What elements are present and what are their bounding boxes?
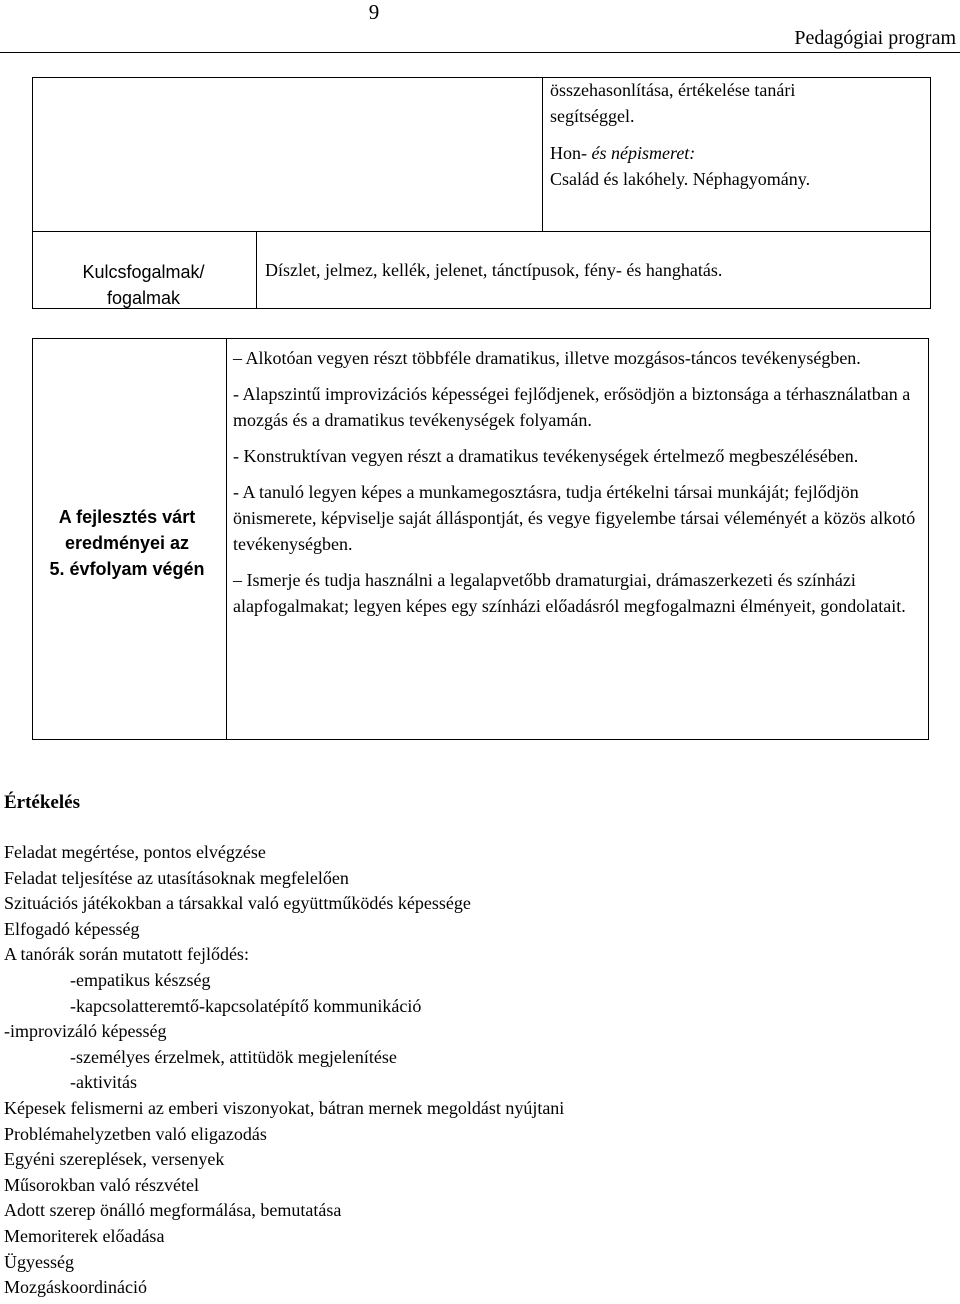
- page-number: 9: [368, 0, 380, 24]
- key-concepts-label-line: fogalmak: [106, 288, 181, 308]
- continuation-line: segítséggel.: [550, 106, 635, 126]
- continuation-line: összehasonlítása, értékelése tanári: [550, 80, 796, 100]
- key-concepts-content: Díszlet, jelmez, kellék, jelenet, tánctípusok, fény- és hanghatás.: [265, 260, 723, 280]
- outcomes-label-line: 5. évfolyam végén: [49, 559, 205, 579]
- subject-label-text: Hon- és népismeret:: [550, 143, 696, 163]
- evaluation-item: Elfogadó képesség: [4, 918, 140, 939]
- evaluation-item: Ügyesség: [4, 1251, 74, 1272]
- evaluation-subitem: -kapcsolatteremtő-kapcsolatépítő kommunikáció: [70, 995, 422, 1016]
- header-title: Pedagógiai program: [794, 27, 956, 49]
- evaluation-item: Műsorokban való részvétel: [4, 1174, 199, 1195]
- evaluation-subitem: -improvizáló képesség: [4, 1021, 167, 1042]
- evaluation-subitem: -empatikus készség: [70, 969, 211, 990]
- outcome-item: - Alapszintű improvizációs képességei fejlődjenek, erősödjön a biztonsága a térhasználatban a mozgás és a dramatikus tevékenységek folyamán.: [233, 384, 911, 430]
- evaluation-item: Mozgáskoordináció: [4, 1277, 147, 1298]
- evaluation-item: Szituációs játékokban a társakkal való együttműködés képessége: [4, 893, 471, 914]
- outcome-item: – Alkotóan vegyen részt többféle dramatikus, illetve mozgásos-táncos tevékenységben.: [233, 348, 861, 368]
- outcome-item: - A tanuló legyen képes a munkamegosztásra, tudja értékelni társai munkáját; fejlődjön önismerete, képviselje saját álláspontját, és vegye figyelembe társai véleményét a közös alkotó tevékenységben.: [233, 482, 916, 554]
- evaluation-heading: Értékelés: [4, 792, 80, 813]
- continuation-cell: [550, 77, 920, 192]
- header-divider: [0, 52, 960, 53]
- outcomes-list: [233, 345, 923, 629]
- evaluation-item: Memoriterek előadása: [4, 1225, 165, 1246]
- evaluation-item: Feladat teljesítése az utasításoknak megfelelően: [4, 867, 349, 888]
- evaluation-item: Problémahelyzetben való eligazodás: [4, 1123, 267, 1144]
- evaluation-subitem: -személyes érzelmek, attitüdök megjelenítése: [70, 1046, 397, 1067]
- evaluation-subitem: -aktivitás: [70, 1072, 137, 1093]
- evaluation-item: Feladat megértése, pontos elvégzése: [4, 842, 266, 862]
- evaluation-item: Egyéni szereplések, versenyek: [4, 1149, 225, 1170]
- outcome-item: - Konstruktívan vegyen részt a dramatikus tevékenységek értelmező megbeszélésében.: [233, 446, 859, 466]
- table-column-divider: [226, 338, 227, 740]
- key-concepts-label: [36, 259, 251, 311]
- key-concepts-label-line: Kulcsfogalmak/: [82, 262, 205, 282]
- table-row-divider: [32, 231, 931, 232]
- evaluation-list: [4, 840, 944, 1301]
- table-column-divider: [542, 77, 543, 231]
- outcomes-label: [36, 504, 218, 582]
- evaluation-item: A tanórák során mutatott fejlődés:: [4, 944, 249, 965]
- outcome-item: – Ismerje és tudja használni a legalapvetőbb dramaturgiai, drámaszerkezeti és színházi alapfogalmakat; legyen képes egy színházi előadásról megfogalmazni élményeit, gondolatait.: [233, 570, 906, 616]
- outcomes-label-line: A fejlesztés várt: [58, 507, 196, 527]
- table-column-divider: [256, 231, 257, 309]
- evaluation-item: Adott szerep önálló megformálása, bemutatása: [4, 1200, 342, 1221]
- evaluation-item: Képesek felismerni az emberi viszonyokat, bátran mernek megoldást nyújtani: [4, 1097, 565, 1118]
- subject-label: [550, 140, 920, 166]
- outcomes-label-line: eredményei az: [64, 533, 190, 553]
- subject-content: Család és lakóhely. Néphagyomány.: [550, 169, 811, 189]
